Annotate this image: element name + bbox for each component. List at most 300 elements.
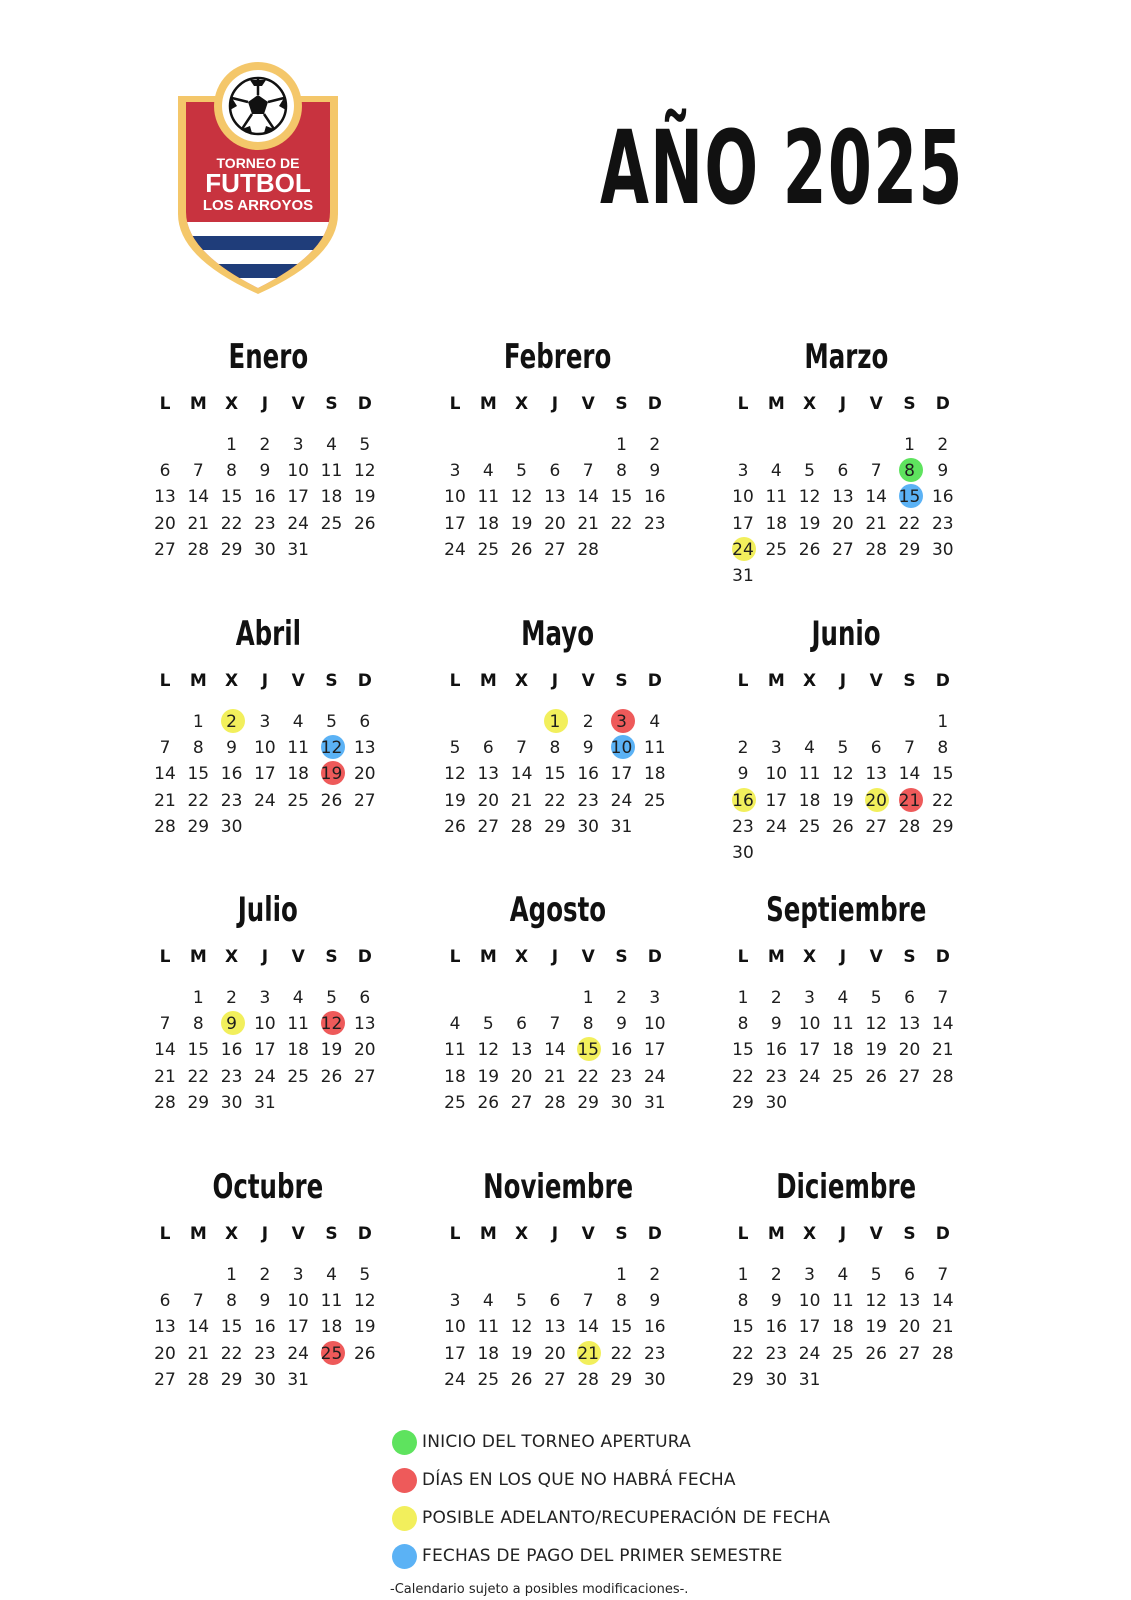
weekday-label: X xyxy=(225,947,239,967)
day-cell xyxy=(605,735,639,761)
day-cell xyxy=(281,1262,315,1288)
day-cell xyxy=(605,788,639,814)
weekday-header xyxy=(726,671,966,693)
day-number: 31 xyxy=(732,566,754,586)
day-cell xyxy=(638,484,672,510)
day-cell xyxy=(826,1314,860,1340)
legend-label: FECHAS DE PAGO DEL PRIMER SEMESTRE xyxy=(422,1546,783,1566)
day-number: 15 xyxy=(610,1317,633,1338)
day-number: 16 xyxy=(220,764,243,785)
day-number: 6 xyxy=(549,461,561,482)
day-number: 25 xyxy=(444,1092,466,1113)
day-number: 24 xyxy=(732,539,754,560)
day-number: 18 xyxy=(643,764,666,785)
day-cell xyxy=(438,761,472,787)
day-cell xyxy=(471,537,505,563)
day-number: 1 xyxy=(904,435,915,455)
weekday-label: D xyxy=(647,1224,662,1244)
day-number: 23 xyxy=(610,1066,633,1087)
day-cell xyxy=(215,1064,249,1090)
day-number: 11 xyxy=(477,487,500,508)
day-number: 15 xyxy=(931,764,954,785)
day-number: 25 xyxy=(832,1066,854,1087)
day-number: 28 xyxy=(577,1369,599,1390)
day-number: 21 xyxy=(577,513,599,534)
day-number: 31 xyxy=(254,1092,276,1113)
day-number: 25 xyxy=(765,539,788,560)
day-number: 4 xyxy=(770,461,782,482)
day-number: 6 xyxy=(516,1014,527,1035)
day-cell xyxy=(471,484,505,510)
day-cell xyxy=(605,484,639,510)
day-number: 18 xyxy=(320,1317,343,1338)
day-number: 6 xyxy=(359,712,371,732)
day-cell xyxy=(605,985,639,1011)
day-number: 15 xyxy=(732,1317,754,1338)
day-cell xyxy=(148,814,182,840)
day-cell xyxy=(181,761,215,787)
day-number: 4 xyxy=(482,461,494,482)
day-number: 20 xyxy=(544,513,566,534)
day-cell xyxy=(893,537,927,563)
day-number: 7 xyxy=(937,1265,949,1285)
day-cell xyxy=(505,1367,539,1393)
day-number: 31 xyxy=(287,539,309,560)
day-cell xyxy=(605,1288,639,1314)
day-cell xyxy=(215,1262,249,1288)
day-number: 8 xyxy=(616,461,627,482)
day-cell xyxy=(538,1367,572,1393)
day-number: 3 xyxy=(449,1291,461,1312)
day-cell xyxy=(605,432,639,458)
weekday-label: J xyxy=(839,671,847,691)
day-cell xyxy=(538,1037,572,1063)
day-number: 26 xyxy=(798,539,821,560)
day-number: 12 xyxy=(832,764,854,785)
day-cell xyxy=(571,484,605,510)
day-cell xyxy=(605,511,639,537)
day-cell xyxy=(638,1262,672,1288)
day-cell xyxy=(148,1011,182,1037)
day-number: 7 xyxy=(549,1014,561,1035)
day-number: 6 xyxy=(904,988,915,1008)
yellow-legend-dot xyxy=(392,1506,417,1531)
day-cell xyxy=(215,1011,249,1037)
day-cell xyxy=(793,1341,827,1367)
day-cell xyxy=(726,1037,760,1063)
day-cell xyxy=(926,985,960,1011)
day-cell xyxy=(759,735,793,761)
month-name xyxy=(438,614,678,654)
weekday-label: D xyxy=(357,671,372,691)
day-number: 4 xyxy=(326,1265,337,1285)
day-cell xyxy=(348,761,382,787)
day-cell xyxy=(793,537,827,563)
day-number: 13 xyxy=(154,1317,176,1338)
day-cell xyxy=(148,735,182,761)
day-cell xyxy=(471,814,505,840)
day-number: 12 xyxy=(798,487,821,508)
day-cell xyxy=(793,985,827,1011)
month-name-text: Octubre xyxy=(212,1167,324,1207)
month-name-text: Diciembre xyxy=(776,1167,916,1207)
day-number: 14 xyxy=(154,764,176,785)
day-number: 7 xyxy=(870,461,882,482)
day-number: 30 xyxy=(931,539,954,560)
day-number: 13 xyxy=(154,487,176,508)
day-number: 18 xyxy=(287,764,309,785)
day-number: 27 xyxy=(353,1066,376,1087)
weekday-label: L xyxy=(449,947,461,967)
day-cell xyxy=(893,484,927,510)
day-number: 20 xyxy=(865,790,887,811)
day-cell xyxy=(926,484,960,510)
day-number: 25 xyxy=(643,790,666,811)
weekday-label: V xyxy=(869,394,883,414)
day-number: 8 xyxy=(616,1291,627,1312)
day-number: 21 xyxy=(187,513,210,534)
day-number: 27 xyxy=(832,539,854,560)
day-number: 29 xyxy=(187,1092,210,1113)
day-cell xyxy=(315,1288,349,1314)
day-number: 13 xyxy=(898,1291,921,1312)
day-cell xyxy=(281,511,315,537)
day-cell xyxy=(281,1341,315,1367)
day-cell xyxy=(471,1367,505,1393)
day-number: 11 xyxy=(765,487,788,508)
day-cell xyxy=(859,735,893,761)
day-number: 14 xyxy=(577,1317,599,1338)
day-number: 29 xyxy=(610,1369,633,1390)
day-number: 5 xyxy=(516,461,527,482)
day-number: 19 xyxy=(353,1317,376,1338)
day-number: 18 xyxy=(765,513,788,534)
day-cell xyxy=(793,761,827,787)
day-number: 27 xyxy=(154,1369,176,1390)
weekday-header xyxy=(726,947,966,969)
day-number: 9 xyxy=(649,461,661,482)
day-cell xyxy=(726,735,760,761)
day-cell xyxy=(215,1090,249,1116)
day-number: 12 xyxy=(510,487,533,508)
day-number: 14 xyxy=(187,487,210,508)
day-cell xyxy=(759,484,793,510)
day-cell xyxy=(215,985,249,1011)
day-cell xyxy=(438,1064,472,1090)
day-number: 3 xyxy=(770,738,782,759)
day-cell xyxy=(315,484,349,510)
day-cell xyxy=(759,761,793,787)
weekday-header xyxy=(148,394,388,416)
weekday-label: J xyxy=(261,394,269,414)
day-cell xyxy=(926,1064,960,1090)
day-number: 29 xyxy=(577,1092,599,1113)
day-number: 20 xyxy=(353,764,376,785)
day-cell xyxy=(726,788,760,814)
day-number: 30 xyxy=(577,816,599,837)
day-cell xyxy=(215,1341,249,1367)
day-number: 26 xyxy=(353,1343,376,1364)
weekday-label: D xyxy=(647,947,662,967)
day-cell xyxy=(726,537,760,563)
day-cell xyxy=(315,1262,349,1288)
day-number: 1 xyxy=(549,712,561,732)
month-name-text: Julio xyxy=(237,890,299,930)
day-cell xyxy=(893,432,927,458)
day-cell xyxy=(315,1314,349,1340)
day-number: 9 xyxy=(649,1291,661,1312)
day-number: 18 xyxy=(798,790,821,811)
day-cell xyxy=(726,458,760,484)
weekday-label: V xyxy=(869,947,883,967)
day-number: 9 xyxy=(259,461,271,482)
weekday-label: L xyxy=(159,671,171,691)
weekday-label: L xyxy=(449,671,461,691)
weekday-label: L xyxy=(737,947,749,967)
day-cell xyxy=(248,1037,282,1063)
day-number: 22 xyxy=(187,1066,210,1087)
day-number: 6 xyxy=(904,1265,915,1285)
day-number: 16 xyxy=(577,764,599,785)
day-number: 2 xyxy=(582,712,594,732)
day-cell xyxy=(571,788,605,814)
day-cell xyxy=(315,761,349,787)
day-cell xyxy=(181,537,215,563)
weekday-label: D xyxy=(935,1224,950,1244)
weekday-label: L xyxy=(159,947,171,967)
day-cell xyxy=(893,1064,927,1090)
day-number: 20 xyxy=(832,513,854,534)
day-number: 31 xyxy=(287,1369,309,1390)
month-name xyxy=(148,337,388,377)
day-number: 20 xyxy=(898,1317,921,1338)
day-cell xyxy=(315,735,349,761)
weekday-label: J xyxy=(839,394,847,414)
day-number: 1 xyxy=(192,988,204,1008)
weekday-label: X xyxy=(225,1224,239,1244)
day-number: 26 xyxy=(320,1066,343,1087)
month-name xyxy=(726,1167,966,1207)
day-cell xyxy=(538,709,572,735)
legend-item xyxy=(392,1540,952,1578)
day-cell xyxy=(248,735,282,761)
day-cell xyxy=(438,1037,472,1063)
day-cell xyxy=(571,1341,605,1367)
day-cell xyxy=(181,1367,215,1393)
day-number: 16 xyxy=(765,1317,788,1338)
weekday-label: S xyxy=(325,947,338,967)
day-cell xyxy=(148,484,182,510)
day-number: 14 xyxy=(577,487,599,508)
day-number: 27 xyxy=(544,539,566,560)
day-number: 24 xyxy=(610,790,633,811)
day-number: 24 xyxy=(798,1343,821,1364)
day-cell xyxy=(826,735,860,761)
day-number: 17 xyxy=(287,487,309,508)
weekday-label: V xyxy=(581,947,595,967)
day-number: 27 xyxy=(865,816,887,837)
weekday-header xyxy=(438,947,678,969)
day-number: 3 xyxy=(292,1265,304,1285)
day-cell xyxy=(281,788,315,814)
day-number: 31 xyxy=(643,1092,666,1113)
day-cell xyxy=(571,1314,605,1340)
day-number: 19 xyxy=(444,790,466,811)
day-number: 9 xyxy=(259,1291,271,1312)
day-number: 13 xyxy=(510,1040,533,1061)
day-number: 18 xyxy=(320,487,343,508)
day-number: 24 xyxy=(444,1369,466,1390)
day-number: 21 xyxy=(544,1066,566,1087)
day-number: 8 xyxy=(937,738,949,759)
day-cell xyxy=(826,458,860,484)
day-cell xyxy=(859,1314,893,1340)
day-number: 17 xyxy=(798,1317,821,1338)
day-cell xyxy=(571,1288,605,1314)
day-cell xyxy=(893,814,927,840)
day-number: 2 xyxy=(226,988,237,1008)
day-number: 17 xyxy=(765,790,788,811)
weekday-label: S xyxy=(903,671,916,691)
year-title: AÑO 2025 xyxy=(600,109,964,228)
day-cell xyxy=(605,1367,639,1393)
day-cell xyxy=(281,1037,315,1063)
day-cell xyxy=(893,1037,927,1063)
weekday-label: S xyxy=(325,394,338,414)
weekday-label: V xyxy=(869,1224,883,1244)
day-cell xyxy=(638,1090,672,1116)
day-number: 26 xyxy=(353,513,376,534)
day-number: 8 xyxy=(226,461,237,482)
logo-line2: FUTBOL xyxy=(205,168,311,198)
day-number: 3 xyxy=(259,712,271,732)
day-number: 22 xyxy=(577,1066,599,1087)
day-number: 16 xyxy=(610,1040,633,1061)
day-cell xyxy=(793,458,827,484)
day-cell xyxy=(605,709,639,735)
day-number: 13 xyxy=(544,1317,566,1338)
day-number: 24 xyxy=(765,816,788,837)
day-cell xyxy=(505,735,539,761)
day-cell xyxy=(215,1314,249,1340)
day-cell xyxy=(605,814,639,840)
day-number: 12 xyxy=(444,764,466,785)
day-number: 24 xyxy=(287,513,309,534)
day-cell xyxy=(859,1037,893,1063)
month-days xyxy=(148,1262,388,1432)
weekday-label: M xyxy=(767,947,785,967)
day-cell xyxy=(793,1367,827,1393)
day-cell xyxy=(893,1341,927,1367)
month-name-text: Junio xyxy=(811,614,881,654)
day-number: 7 xyxy=(192,461,204,482)
day-number: 7 xyxy=(516,738,527,759)
day-number: 9 xyxy=(582,738,594,759)
day-number: 22 xyxy=(220,513,243,534)
day-number: 10 xyxy=(732,487,754,508)
day-cell xyxy=(281,709,315,735)
day-cell xyxy=(348,1262,382,1288)
day-number: 6 xyxy=(359,988,371,1008)
day-cell xyxy=(248,1090,282,1116)
day-cell xyxy=(726,511,760,537)
day-cell xyxy=(726,840,760,866)
day-number: 11 xyxy=(643,738,666,759)
day-number: 20 xyxy=(477,790,500,811)
day-cell xyxy=(248,484,282,510)
day-cell xyxy=(826,537,860,563)
day-number: 21 xyxy=(931,1317,954,1338)
day-number: 9 xyxy=(226,1014,237,1035)
day-number: 19 xyxy=(798,513,821,534)
day-number: 29 xyxy=(220,1369,243,1390)
day-number: 28 xyxy=(154,1092,176,1113)
day-cell xyxy=(471,511,505,537)
weekday-label: J xyxy=(261,671,269,691)
day-cell xyxy=(605,1037,639,1063)
day-number: 23 xyxy=(643,513,666,534)
weekday-label: J xyxy=(551,1224,559,1244)
day-number: 14 xyxy=(898,764,921,785)
weekday-label: L xyxy=(737,394,749,414)
day-cell xyxy=(638,985,672,1011)
day-number: 5 xyxy=(359,435,371,455)
legend xyxy=(392,1426,952,1578)
day-cell xyxy=(348,484,382,510)
day-cell xyxy=(438,1288,472,1314)
day-number: 26 xyxy=(832,816,854,837)
day-number: 3 xyxy=(616,712,627,732)
day-cell xyxy=(793,484,827,510)
weekday-label: J xyxy=(839,1224,847,1244)
day-number: 18 xyxy=(287,1040,309,1061)
month-days xyxy=(438,1262,678,1432)
day-cell xyxy=(471,761,505,787)
day-number: 23 xyxy=(577,790,599,811)
day-number: 27 xyxy=(353,790,376,811)
weekday-label: S xyxy=(615,1224,628,1244)
day-number: 5 xyxy=(326,712,337,732)
day-number: 10 xyxy=(643,1014,666,1035)
day-number: 4 xyxy=(292,712,304,732)
day-cell xyxy=(148,761,182,787)
day-cell xyxy=(826,511,860,537)
day-cell xyxy=(926,709,960,735)
day-cell xyxy=(215,788,249,814)
day-cell xyxy=(759,1314,793,1340)
day-number: 25 xyxy=(320,1343,343,1364)
day-number: 18 xyxy=(832,1317,854,1338)
weekday-label: X xyxy=(225,394,239,414)
day-cell xyxy=(793,511,827,537)
day-number: 3 xyxy=(259,988,271,1008)
day-cell xyxy=(538,484,572,510)
day-number: 16 xyxy=(765,1040,788,1061)
day-number: 29 xyxy=(220,539,243,560)
day-number: 22 xyxy=(931,790,954,811)
weekday-label: J xyxy=(839,947,847,967)
day-cell xyxy=(315,458,349,484)
day-cell xyxy=(348,1037,382,1063)
day-number: 21 xyxy=(931,1040,954,1061)
day-number: 1 xyxy=(226,435,237,455)
weekday-label: M xyxy=(189,1224,207,1244)
day-number: 4 xyxy=(837,1265,849,1285)
month-days xyxy=(148,985,388,1155)
day-cell xyxy=(505,788,539,814)
day-number: 13 xyxy=(865,764,887,785)
red-legend-dot xyxy=(392,1468,417,1493)
